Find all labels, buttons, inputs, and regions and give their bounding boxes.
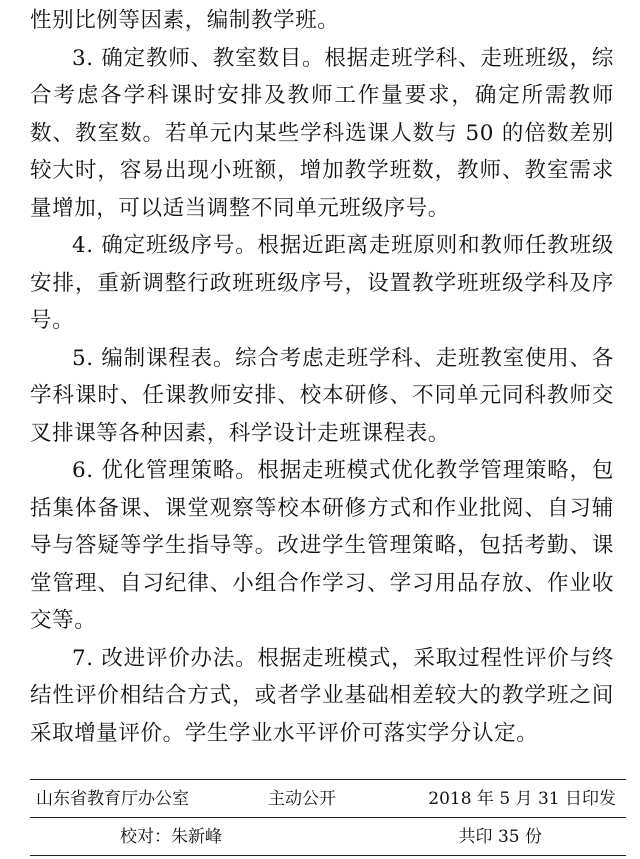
proofreader: 校对：朱新峰 [120, 827, 222, 847]
issuer-office: 山东省教育厅办公室 [36, 789, 189, 809]
print-date: 2018 年 5 月 31 日印发 [428, 789, 616, 809]
paragraph-item-7: 7. 改进评价办法。根据走班模式，采取过程性评价与终结性评价相结合方式，或者学业基础相差较大的教学班之间采取增量评价。学生学业水平评价可落实学分认定。 [30, 645, 614, 746]
paragraph-continued: 性别比例等因素，编制教学班。 [30, 8, 340, 33]
document-body [30, 2, 614, 752]
paragraph-item-3: 3. 确定教师、教室数目。根据走班学科、走班班级，综合考虑各学科课时安排及教师工作量要求，确定所需教师数、教室数。若单元内某些学科选课人数与 50 的倍数差别较大时，容易出现小班额，增加教学班数，教师、教室需求量增加，可以适当调整不同单元班级序号。 [30, 45, 614, 221]
footer-middle-rule [30, 817, 626, 818]
footer-top-rule [30, 779, 626, 780]
disclosure-status: 主动公开 [268, 789, 336, 809]
paragraph-item-4: 4. 确定班级序号。根据近距离走班原则和教师任教班级安排，重新调整行政班班级序号，设置教学班班级学科及序号。 [30, 233, 614, 333]
paragraph-item-5: 5. 编制课程表。综合考虑走班学科、走班教室使用、各学科课时、任课教师安排、校本研修、不同单元同科教师交叉排课等各种因素，科学设计走班课程表。 [30, 345, 614, 446]
print-copies: 共印 35 份 [458, 827, 542, 847]
footer-bottom-rule [30, 855, 626, 856]
paragraph-item-6: 6. 优化管理策略。根据走班模式优化教学管理策略，包括集体备课、课堂观察等校本研修方式和作业批阅、自习辅导与答疑等学生指导等。改进学生管理策略，包括考勤、课堂管理、自习纪律、小组合作学习、学习用品存放、作业收交等。 [30, 458, 614, 633]
